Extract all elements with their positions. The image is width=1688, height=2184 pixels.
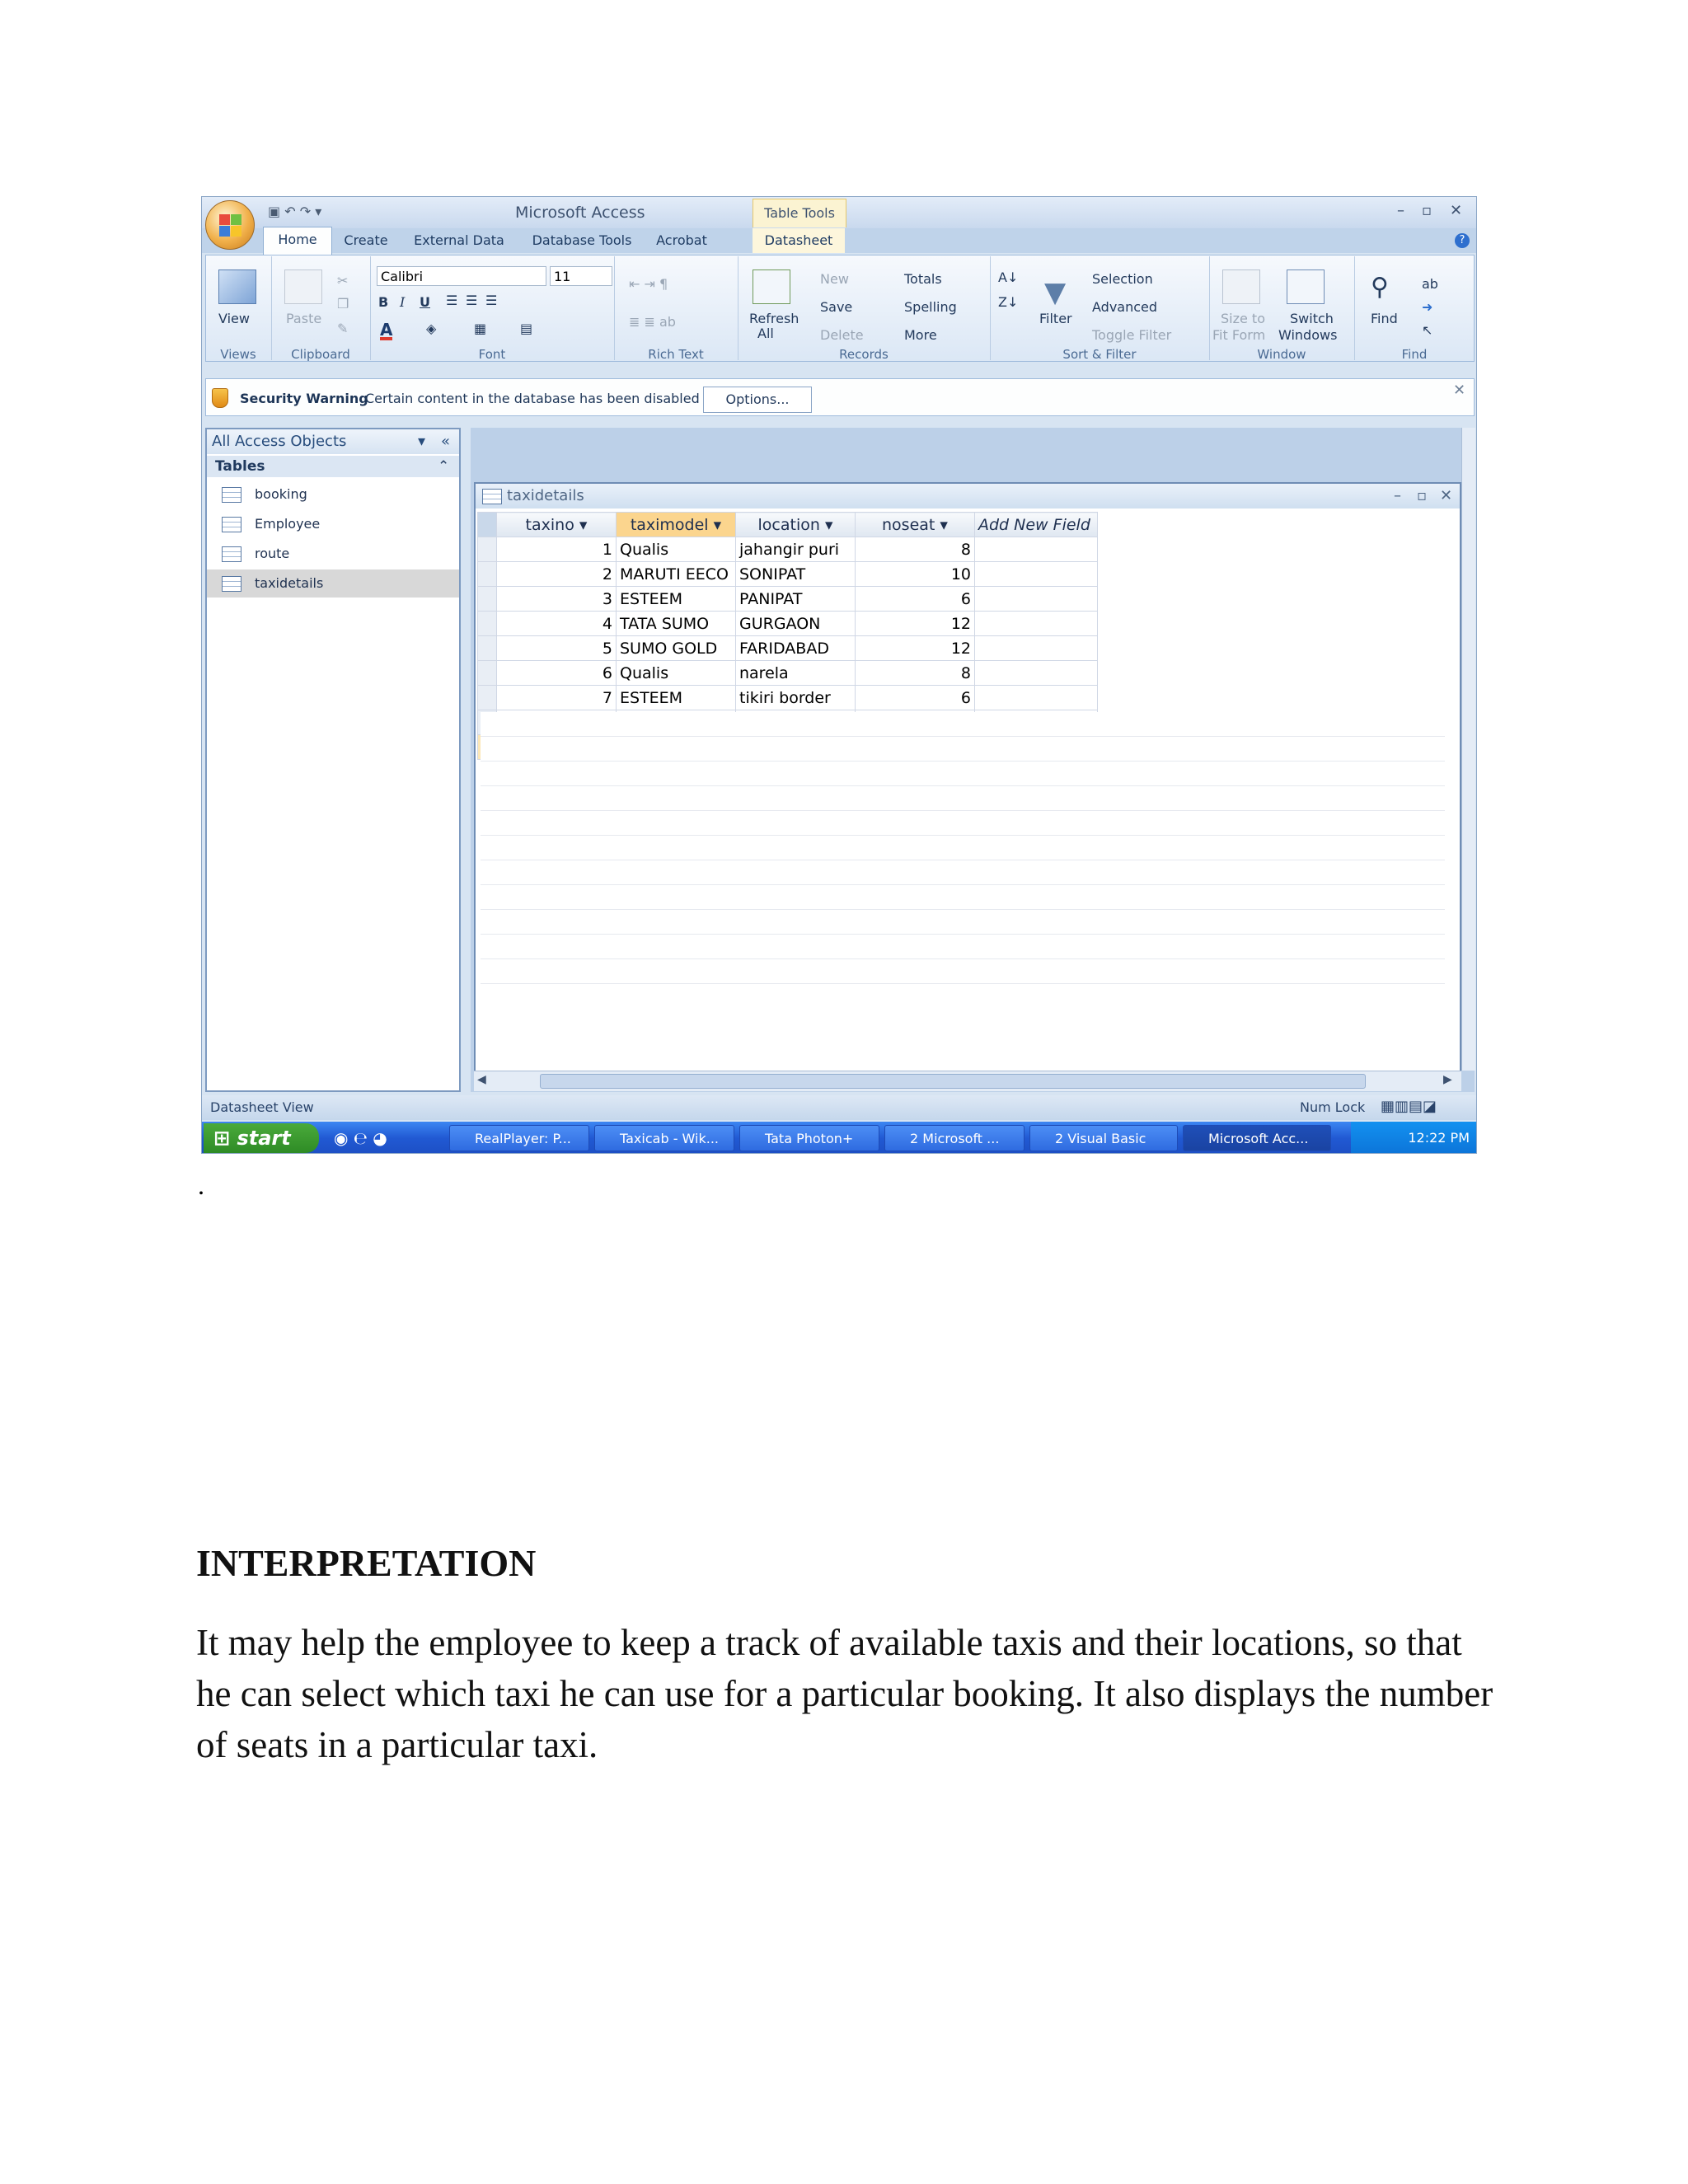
- nav-pane-title: All Access Objects: [212, 433, 347, 450]
- table-row[interactable]: [478, 636, 1098, 661]
- cell-taxino[interactable]: 6: [497, 661, 617, 686]
- gridlines-icon[interactable]: ▦: [474, 321, 487, 336]
- interpretation-paragraph: It may help the employee to keep a track of available taxis and their locations, so that he can select which taxi he can use for a particular booking. It also displays the number of seats in a particular taxi.: [196, 1622, 1493, 1765]
- binoculars-icon[interactable]: ⚲: [1371, 273, 1389, 302]
- tab-create[interactable]: Create: [344, 232, 388, 248]
- row-selector[interactable]: [478, 636, 497, 661]
- table-icon: [222, 576, 241, 592]
- save-record-button[interactable]: Save: [820, 299, 853, 315]
- column-label: taxino: [525, 515, 574, 534]
- undo-icon[interactable]: ↶: [284, 204, 296, 219]
- table-row[interactable]: [478, 537, 1098, 562]
- close-button[interactable]: ✕: [1450, 202, 1463, 219]
- column-label: location: [757, 515, 820, 534]
- row-selector[interactable]: [478, 686, 497, 710]
- table-row[interactable]: [478, 686, 1098, 710]
- column-label: noseat: [882, 515, 935, 534]
- cell-noseat[interactable]: 8: [856, 537, 975, 562]
- tab-database-tools[interactable]: Database Tools: [532, 232, 632, 248]
- row-selector[interactable]: [478, 587, 497, 612]
- fill-color-icon[interactable]: ◈: [426, 321, 437, 336]
- views-group-label: Views: [220, 347, 256, 362]
- cut-icon[interactable]: ✂: [337, 273, 349, 288]
- table-icon: [222, 517, 241, 532]
- select-icon[interactable]: ↖: [1422, 322, 1433, 338]
- security-warning-message: Certain content in the database has been disabled: [365, 391, 700, 406]
- cell-taximodel[interactable]: SUMO GOLD: [617, 636, 736, 661]
- horizontal-scrollbar[interactable]: [474, 1071, 1461, 1091]
- bold-button[interactable]: B: [378, 294, 389, 310]
- security-warning-title: Security Warning: [240, 391, 368, 406]
- size-to-fit-icon[interactable]: [1222, 269, 1260, 304]
- system-tray: [1351, 1122, 1477, 1154]
- status-view-label: Datasheet View: [210, 1099, 314, 1115]
- clipboard-group-label: Clipboard: [291, 347, 350, 362]
- chevron-up-icon[interactable]: ⌃: [438, 458, 450, 475]
- task-tata-photon[interactable]: Tata Photon+: [739, 1125, 879, 1151]
- shield-icon: [212, 388, 228, 408]
- stray-period: .: [198, 1170, 204, 1200]
- group-find: [1354, 256, 1475, 360]
- section-heading: INTERPRETATION: [196, 1542, 537, 1584]
- cell-noseat[interactable]: 12: [856, 612, 975, 636]
- align-center-icon[interactable]: ☰: [466, 293, 478, 308]
- start-button[interactable]: [204, 1123, 319, 1153]
- header-row: [478, 513, 1098, 537]
- office-button[interactable]: [205, 200, 255, 250]
- cell-noseat[interactable]: 6: [856, 587, 975, 612]
- size-to-label[interactable]: Size to: [1221, 311, 1265, 326]
- cell-location[interactable]: SONIPAT: [736, 562, 856, 587]
- column-label: taximodel: [630, 515, 709, 534]
- filter-button[interactable]: Filter: [1039, 311, 1072, 326]
- task-microsoft-word[interactable]: 2 Microsoft ...: [884, 1125, 1025, 1151]
- new-record-button[interactable]: New: [820, 271, 849, 287]
- tab-external-data[interactable]: External Data: [414, 232, 504, 248]
- nav-section-label: Tables: [215, 458, 265, 475]
- sort-filter-group-label: Sort & Filter: [1062, 347, 1137, 362]
- cell-location[interactable]: PANIPAT: [736, 587, 856, 612]
- cell-taxino[interactable]: 7: [497, 686, 617, 710]
- nav-item-label: Employee: [255, 516, 321, 532]
- toggle-filter-button[interactable]: Toggle Filter: [1092, 327, 1172, 343]
- row-selector[interactable]: [478, 537, 497, 562]
- column-header-taximodel[interactable]: [617, 513, 736, 537]
- underline-button[interactable]: U: [420, 294, 430, 310]
- italic-button[interactable]: I: [400, 294, 406, 310]
- nav-section-tables[interactable]: [207, 456, 459, 477]
- replace-icon[interactable]: ab: [1422, 276, 1438, 292]
- goto-icon[interactable]: ➜: [1422, 299, 1433, 315]
- scroll-left-icon[interactable]: ◀: [477, 1073, 486, 1086]
- font-group-label: Font: [478, 347, 506, 362]
- child-close-icon[interactable]: ✕: [1440, 487, 1453, 504]
- find-group-label: Find: [1401, 347, 1428, 362]
- scroll-right-icon[interactable]: ▶: [1443, 1073, 1452, 1086]
- column-header-location[interactable]: [736, 513, 856, 537]
- nav-item-booking[interactable]: [207, 480, 459, 509]
- tab-datasheet[interactable]: Datasheet: [753, 228, 845, 253]
- selection-button[interactable]: Selection: [1092, 271, 1153, 287]
- cell-noseat[interactable]: 8: [856, 661, 975, 686]
- cell-location[interactable]: narela: [736, 661, 856, 686]
- vertical-scrollbar[interactable]: [1461, 428, 1475, 1071]
- column-header-add-new-field[interactable]: Add New Field: [975, 513, 1098, 537]
- cell-taxino[interactable]: 1: [497, 537, 617, 562]
- table-icon: [482, 489, 502, 504]
- switch-windows-icon[interactable]: [1287, 269, 1325, 304]
- fit-form-label[interactable]: Fit Form: [1212, 327, 1266, 343]
- cell-location[interactable]: FARIDABAD: [736, 636, 856, 661]
- window-title: Microsoft Access: [515, 204, 645, 222]
- cell-location[interactable]: tikiri border: [736, 686, 856, 710]
- cell-taximodel[interactable]: Qualis: [617, 661, 736, 686]
- advanced-button[interactable]: Advanced: [1092, 299, 1158, 315]
- cell-new-field[interactable]: [975, 587, 1098, 612]
- task-microsoft-access[interactable]: Microsoft Acc...: [1183, 1125, 1331, 1151]
- cell-taxino[interactable]: 4: [497, 612, 617, 636]
- chevron-down-icon[interactable]: ▾: [418, 433, 426, 450]
- start-label: start: [237, 1127, 291, 1150]
- cell-noseat[interactable]: 10: [856, 562, 975, 587]
- task-realplayer[interactable]: RealPlayer: P...: [449, 1125, 589, 1151]
- close-message-bar-icon[interactable]: ✕: [1453, 382, 1466, 399]
- nav-item-taxidetails[interactable]: [207, 569, 459, 598]
- cell-new-field[interactable]: [975, 661, 1098, 686]
- chevron-down-icon[interactable]: ▾: [579, 515, 588, 534]
- find-button[interactable]: Find: [1371, 311, 1398, 326]
- nav-item-employee[interactable]: [207, 510, 459, 538]
- switch-label[interactable]: Switch: [1290, 311, 1334, 326]
- rich-text-group-label: Rich Text: [648, 347, 704, 362]
- nav-item-label: booking: [255, 486, 307, 502]
- datasheet-title: taxidetails: [507, 487, 584, 504]
- clock: 12:22 PM: [1408, 1130, 1470, 1146]
- window-group-label: Window: [1257, 347, 1306, 362]
- alternate-fill-icon[interactable]: ▤: [520, 321, 533, 336]
- nav-item-label: route: [255, 546, 290, 561]
- sort-descending-icon[interactable]: Z↓: [998, 294, 1019, 310]
- cell-noseat[interactable]: 6: [856, 686, 975, 710]
- column-header-taxino[interactable]: [497, 513, 617, 537]
- restore-button[interactable]: ▫: [1422, 202, 1432, 219]
- cell-taxino[interactable]: 2: [497, 562, 617, 587]
- refresh-button[interactable]: Refresh: [749, 311, 799, 326]
- quick-access-toolbar[interactable]: [268, 204, 321, 219]
- cell-taximodel[interactable]: Qualis: [617, 537, 736, 562]
- more-button[interactable]: More: [904, 327, 937, 343]
- cell-taximodel[interactable]: ESTEEM: [617, 587, 736, 612]
- paste-button[interactable]: Paste: [286, 311, 322, 326]
- cell-taximodel[interactable]: ESTEEM: [617, 686, 736, 710]
- table-row[interactable]: [478, 661, 1098, 686]
- redo-icon[interactable]: ↷: [299, 204, 312, 219]
- copy-icon[interactable]: ❐: [337, 296, 349, 312]
- view-button[interactable]: View: [218, 311, 250, 326]
- status-bar: [202, 1095, 1477, 1120]
- font-face-select[interactable]: Calibri: [377, 266, 546, 286]
- status-num-lock: Num Lock: [1300, 1099, 1366, 1115]
- tab-home[interactable]: Home: [263, 227, 332, 255]
- table-row[interactable]: [478, 562, 1098, 587]
- nav-item-route[interactable]: [207, 540, 459, 568]
- refresh-icon[interactable]: [753, 269, 790, 304]
- column-header-noseat[interactable]: [856, 513, 975, 537]
- font-size-select[interactable]: 11: [550, 266, 612, 286]
- options-button[interactable]: Options...: [703, 387, 812, 413]
- row-selector[interactable]: [478, 661, 497, 686]
- cell-new-field[interactable]: [975, 537, 1098, 562]
- refresh-all-label[interactable]: All: [757, 326, 774, 341]
- nav-item-label: taxidetails: [255, 575, 324, 591]
- select-all-corner[interactable]: [478, 513, 497, 537]
- view-switcher-icons[interactable]: ▦▥▤◪: [1381, 1098, 1437, 1115]
- row-selector[interactable]: [478, 562, 497, 587]
- tab-acrobat[interactable]: Acrobat: [656, 232, 707, 248]
- filter-icon[interactable]: ▼: [1044, 276, 1067, 309]
- table-tools-context: Table Tools: [753, 199, 846, 227]
- access-screenshot: [201, 196, 1477, 1154]
- save-icon[interactable]: ▣: [268, 204, 281, 219]
- cell-taxino[interactable]: 3: [497, 587, 617, 612]
- sort-ascending-icon[interactable]: A↓: [998, 269, 1019, 285]
- help-icon[interactable]: ?: [1455, 233, 1470, 248]
- cell-taximodel[interactable]: TATA SUMO: [617, 612, 736, 636]
- table-row[interactable]: [478, 587, 1098, 612]
- spelling-button[interactable]: Spelling: [904, 299, 957, 315]
- group-rich-text: [614, 256, 738, 360]
- scroll-thumb[interactable]: [540, 1074, 1366, 1089]
- task-taxicab-wiki[interactable]: Taxicab - Wik...: [594, 1125, 734, 1151]
- customize-qat-icon[interactable]: ▾: [315, 204, 322, 219]
- format-painter-icon[interactable]: ✎: [337, 321, 349, 336]
- collapse-pane-icon[interactable]: «: [441, 433, 451, 450]
- windows-logo-icon: ⊞: [213, 1127, 231, 1150]
- cell-taximodel[interactable]: MARUTI EECO: [617, 562, 736, 587]
- chevron-down-icon[interactable]: ▾: [713, 515, 722, 534]
- list-icon[interactable]: ≣ ≣ ab: [629, 314, 676, 330]
- view-icon[interactable]: [218, 269, 256, 304]
- cell-new-field[interactable]: [975, 562, 1098, 587]
- cell-taxino[interactable]: 5: [497, 636, 617, 661]
- child-minimize-icon[interactable]: –: [1394, 487, 1401, 504]
- chevron-down-icon[interactable]: ▾: [824, 515, 833, 534]
- cell-new-field[interactable]: [975, 636, 1098, 661]
- cell-location[interactable]: GURGAON: [736, 612, 856, 636]
- row-selector[interactable]: [478, 612, 497, 636]
- empty-grid-area: [481, 712, 1445, 1001]
- table-icon: [222, 487, 241, 503]
- cell-noseat[interactable]: 12: [856, 636, 975, 661]
- records-group-label: Records: [839, 347, 889, 362]
- cell-new-field[interactable]: [975, 686, 1098, 710]
- cell-new-field[interactable]: [975, 612, 1098, 636]
- task-visual-basic[interactable]: 2 Visual Basic: [1029, 1125, 1178, 1151]
- child-restore-icon[interactable]: ▫: [1417, 487, 1428, 504]
- windows-label[interactable]: Windows: [1278, 327, 1338, 343]
- align-left-icon[interactable]: ☰: [446, 293, 458, 308]
- align-right-icon[interactable]: ☰: [485, 293, 498, 308]
- paste-icon[interactable]: [284, 269, 322, 304]
- datasheet-title-bar: [476, 484, 1460, 509]
- quick-launch-icons[interactable]: ◉ ℮ ◕: [334, 1128, 387, 1148]
- delete-record-button[interactable]: Delete: [820, 327, 864, 343]
- table-row[interactable]: [478, 612, 1098, 636]
- minimize-button[interactable]: –: [1397, 202, 1404, 219]
- nav-pane-header[interactable]: [207, 429, 459, 454]
- table-icon: [222, 546, 241, 562]
- cell-location[interactable]: jahangir puri: [736, 537, 856, 562]
- chevron-down-icon[interactable]: ▾: [940, 515, 948, 534]
- font-color-icon[interactable]: A: [380, 320, 393, 340]
- indent-icon[interactable]: ⇤ ⇥ ¶: [629, 276, 668, 292]
- totals-button[interactable]: Totals: [904, 271, 942, 287]
